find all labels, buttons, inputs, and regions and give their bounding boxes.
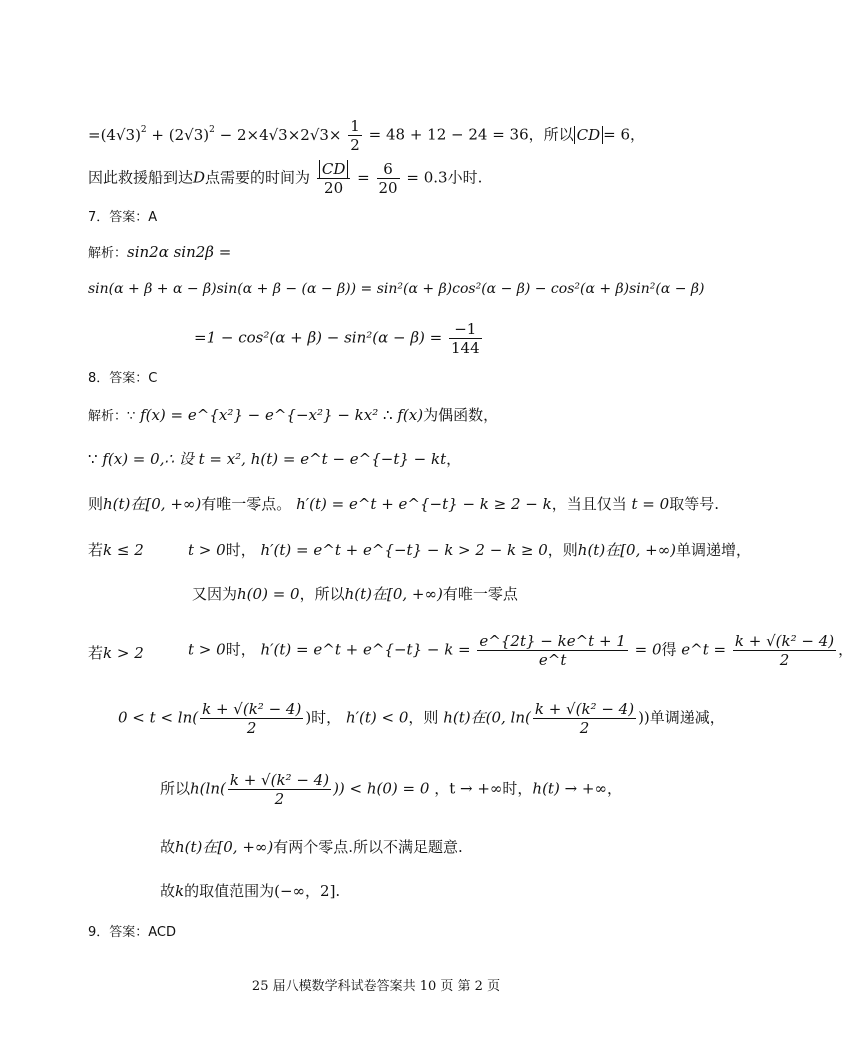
case-1-detail: t > 0时， h′(t) = e^t + e^{−t} − k > 2 − k ≥ 0，则h(t)在[0, +∞)单调递增， bbox=[188, 541, 752, 559]
q7-result-fraction: $\frac{-1}{144}$ bbox=[450, 320, 480, 357]
case-2-detail: t > 0时， h′(t) = e^t + e^{−t} − k = $\frac{e\^{}\{2t\} - ke\^{}t + 1}{e\^{}t}$ = 0得 e^t = $\frac{\text{k + √(k² − 4)}}{2}$ ， bbox=[188, 632, 853, 669]
case-2-derivative-fraction: $\frac{e\^{}\{2t\} - ke\^{}t + 1}{e\^{}t}$ bbox=[479, 632, 626, 669]
cd-abs: CD bbox=[574, 126, 604, 144]
q9-answer: 9．答案：ACD bbox=[88, 925, 177, 940]
line-1-head: $=(4√3)^2 + (2√3)^2 - 2\times 4√3\times 2√3\times$ bbox=[88, 124, 342, 144]
q8-line-1: 解析：∵ f(x) = e^{x²} − e^{−x²} − kx² ∴ f(x)为偶函数， bbox=[88, 406, 499, 424]
case-1: 若k ≤ 2 bbox=[88, 541, 144, 559]
q7-jiexi: 解析：sin2α sin2β = bbox=[88, 243, 232, 261]
q8-line-3: 则h(t)在[0, +∞)有唯一零点。 h′(t) = e^t + e^{−t} − k ≥ 2 − k，当且仅当 t = 0取等号. bbox=[88, 495, 719, 513]
q8-line-2: ∵ f(x) = 0,∴ 设 t = x², h(t) = e^t − e^{−t} − kt， bbox=[88, 450, 462, 468]
line-1-suffix: = 48 + 12 − 24 = 36 bbox=[368, 125, 529, 144]
cd-over-20-fraction: $\frac{CD}{20}$ bbox=[317, 160, 351, 197]
six-over-20-fraction: $\frac{6}{20}$ bbox=[378, 160, 398, 197]
case-2: 若k > 2 bbox=[88, 644, 144, 662]
root-fraction-2: $\frac{\text{k + √(k² − 4)}}{2}$ bbox=[202, 700, 302, 737]
q7-answer: 7．答案：A bbox=[88, 210, 158, 225]
q8-answer: 8．答案：C bbox=[88, 371, 158, 386]
page-footer: 25 届八模数学科试卷答案共 10 页 第 2 页 bbox=[251, 979, 501, 994]
case-2b: 0 < t < ln( $\frac{\text{k + √(k² − 4)}}{2}$ )时， h′(t) < 0，则 h(t)在(0, ln( $\frac{\text{k + √(k² − 4)}}{2}$ ))单调递减， bbox=[118, 700, 725, 737]
line-1: $=(4√3)^2 + (2√3)^2 - 2\times 4√3\times 2√3\times$ $\frac{1}{2}$ = 48 + 12 − 24 = 36，所以 CD = 6， bbox=[88, 117, 646, 154]
case-1b: 又因为h(0) = 0，所以h(t)在[0, +∞)有唯一零点 bbox=[192, 585, 518, 603]
q7-line-2: sin(α + β + α − β)sin(α + β − (α − β)) = sin²(α + β)cos²(α − β) − cos²(α + β)sin²(α − β) bbox=[88, 281, 705, 297]
case-2c: 所以h(ln( $\frac{\text{k + √(k² − 4)}}{2}$ )) < h(0) = 0 ，t → +∞时，h(t) → +∞， bbox=[160, 771, 622, 808]
line-2: 因此救援船到达D点需要的时间为 $\frac{CD}{20}$ = $\frac{6}{20}$ = 0.3小时. bbox=[88, 160, 483, 197]
root-fraction-3: $\frac{\text{k + √(k² − 4)}}{2}$ bbox=[534, 700, 635, 737]
root-fraction-1: $\frac{\text{k + √(k² − 4)}}{2}$ bbox=[734, 632, 835, 669]
half-fraction: $\frac{1}{2}$ bbox=[350, 117, 360, 154]
root-fraction-4: $\frac{\text{k + √(k² − 4)}}{2}$ bbox=[229, 771, 330, 808]
conclusion: 故k的取值范围为(−∞，2]. bbox=[160, 882, 341, 900]
case-2d: 故h(t)在[0, +∞)有两个零点.所以不满足题意. bbox=[160, 838, 463, 856]
q7-line-3: =1 − cos²(α + β) − sin²(α − β) = $\frac{-1}{144}$ bbox=[194, 320, 480, 357]
